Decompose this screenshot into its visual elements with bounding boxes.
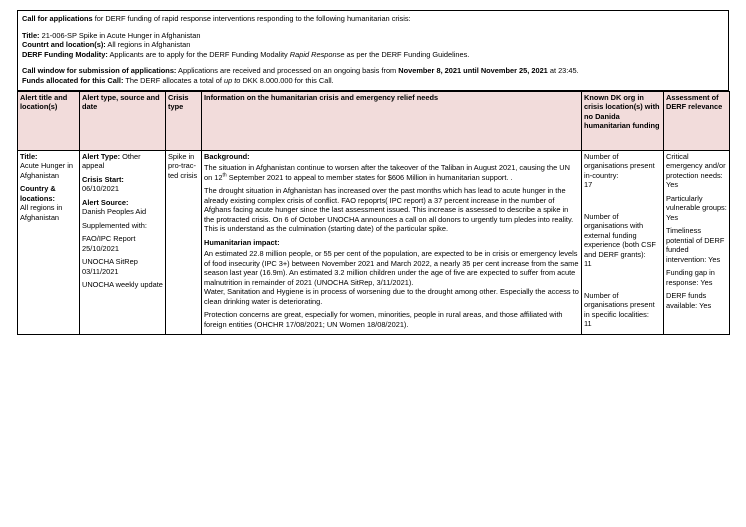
assessment-funds-available: DERF funds available: Yes	[666, 291, 712, 310]
funds-label: Funds allocated for this Call:	[22, 75, 124, 85]
call-for-text: for DERF funding of rapid response interventions responding to the following humanitarian crisis:	[92, 14, 411, 23]
background-p1-text: The situation in Afghanistan continue to worsen after the takeover of the Taliban in August 2021, causing the UN on 12	[204, 163, 570, 182]
funds-italic: up to	[223, 75, 241, 85]
cell-crisis-type	[166, 150, 202, 335]
table-row	[18, 150, 730, 335]
crisis-start-label: Crisis Start:	[82, 174, 124, 184]
funds-post: DKK 8.000.000 for this Call.	[240, 75, 334, 85]
country-value: All regions in Afghanistan	[105, 40, 191, 50]
background-p1	[204, 163, 579, 182]
modality-label: DERF Funding Modality:	[22, 49, 108, 59]
cell-alert-title	[18, 150, 80, 335]
crisis-type-value: Spike in pro-trac-ted crisis	[168, 151, 198, 180]
title-value: 21-006-SP Spike in Acute Hunger in Afghanistan	[39, 30, 201, 40]
impact-p2: Water, Sanitation and Hygiene is in process of worsening due to the drought among other. Especially the access to clean drinking water is deteriorating.	[204, 287, 579, 306]
source-ocha-weekly: UNOCHA weekly update	[82, 280, 163, 290]
alert-type-value: Other appeal	[82, 151, 141, 171]
header-crisis-type: Crisis type	[166, 91, 202, 150]
window-line	[22, 66, 724, 76]
country-line	[22, 40, 724, 50]
assessment-critical: Critical emergency and/or protection needs: Yes	[666, 151, 726, 190]
background-p1-text-end: September 2021 to appeal to member states for $606 Million in humanitarian support. .	[226, 172, 513, 182]
call-for-label: Call for applications	[22, 14, 93, 23]
assessment-timeliness: Timeliness potential of DERF funded intervention: Yes	[666, 226, 725, 264]
window-pre: Applications are received and processed on an ongoing basis from	[176, 66, 399, 76]
impact-p1: An estimated 22.8 million people, or 55 per cent of the population, are expected to be in crisis or emergency levels of food insecurity (IPC 3+) between November 2021 and March 2022, a nearly 35 per cent increase from the same season last year (16.9m). An estimated 3.2 million children under the age of five are expected to suffer from acute malnutrition in remainder of 2021 (UNOCHA SitRep, 3/11/2021).	[204, 249, 579, 287]
localities-label: Number of organisations present in specific localities:	[584, 290, 655, 319]
call-info-box	[17, 10, 729, 91]
document	[17, 10, 729, 335]
modality-line	[22, 50, 724, 60]
alert-country-label: Country & locations:	[20, 184, 56, 203]
external-label: Number of organisations with external funding experience (both CSF and DERF grants):	[584, 211, 656, 259]
assessment-vulnerable: Particularly vulnerable groups: Yes	[666, 193, 727, 222]
background-p2: The drought situation in Afghanistan has increased over the past months which has lead to acute hunger in the already existing complex crisis of conflict. FAO repoprts( IPC report) a 37 percent increase in the number of Afghans facing acute hunger since the last assessment issued. This increase is assessed to describe a spike in the protracted crisis. On 6 of October UNOCHA announces a call on all donors to urgently turn pledes into reality. This is understand as the culmination (starting date) of the particular spike.	[204, 186, 574, 234]
present-value: 17	[584, 180, 593, 190]
source-ocha-sitrep: UNOCHA SitRep 03/11/2021	[82, 257, 138, 276]
header-information: Information on the humanitarian crisis and emergency relief needs	[202, 91, 582, 150]
modality-post: as per the DERF Funding Guidelines.	[344, 49, 470, 59]
crisis-start-value: 06/10/2021	[82, 184, 119, 194]
title-line	[22, 31, 724, 41]
cell-known-dk-org	[582, 150, 664, 335]
title-label: Title:	[22, 30, 40, 40]
alert-country-value: All regions in Afghanistan	[20, 203, 63, 222]
impact-label: Humanitarian impact:	[204, 237, 280, 247]
alert-source-label: Alert Source:	[82, 197, 129, 207]
alert-title-value: Acute Hunger in Afghanistan	[20, 161, 73, 180]
window-dates: November 8, 2021 until November 25, 2021	[398, 66, 548, 76]
background-label: Background:	[204, 151, 250, 161]
header-known-dk-org: Known DK org in crisis location(s) with no Danida humanitarian funding	[582, 91, 664, 150]
localities-value: 11	[584, 319, 592, 329]
window-label: Call window for submission of applications:	[22, 66, 177, 76]
header-alert-title: Alert title and location(s)	[18, 91, 80, 150]
window-post: at 23:45.	[547, 66, 579, 76]
present-label: Number of organisations present in-country:	[584, 151, 655, 180]
modality-italic: Rapid Response	[289, 49, 345, 59]
header-alert-type: Alert type, source and date	[80, 91, 166, 150]
country-label: Countrt and location(s):	[22, 40, 106, 50]
ordinal-sup: th	[222, 172, 227, 179]
supplemented-label: Supplemented with:	[82, 220, 147, 230]
modality-pre: Applicants are to apply for the DERF Funding Modality	[107, 49, 290, 59]
alert-source-value: Danish Peoples Aid	[82, 207, 147, 217]
cell-assessment	[664, 150, 730, 335]
table-header-row	[18, 91, 730, 150]
source-fao: FAO/IPC Report 25/10/2021	[82, 234, 136, 253]
external-value: 11	[584, 259, 592, 269]
funds-pre: The DERF allocates a total of	[123, 75, 224, 85]
funds-line	[22, 76, 724, 86]
cell-alert-type	[80, 150, 166, 335]
call-for-line	[22, 14, 724, 24]
alert-title-label: Title:	[20, 151, 38, 161]
cell-information	[202, 150, 582, 335]
alert-table	[17, 91, 730, 336]
assessment-funding-gap: Funding gap in response: Yes	[666, 268, 715, 287]
alert-type-label: Alert Type:	[82, 151, 121, 161]
header-assessment: Assessment of DERF relevance	[664, 91, 730, 150]
impact-p3: Protection concerns are great, especially for women, minorities, people in rural areas, and those affiliated with foreign entities (OHCHR 17/08/2021; UN Women 18/08/2021).	[204, 310, 563, 329]
